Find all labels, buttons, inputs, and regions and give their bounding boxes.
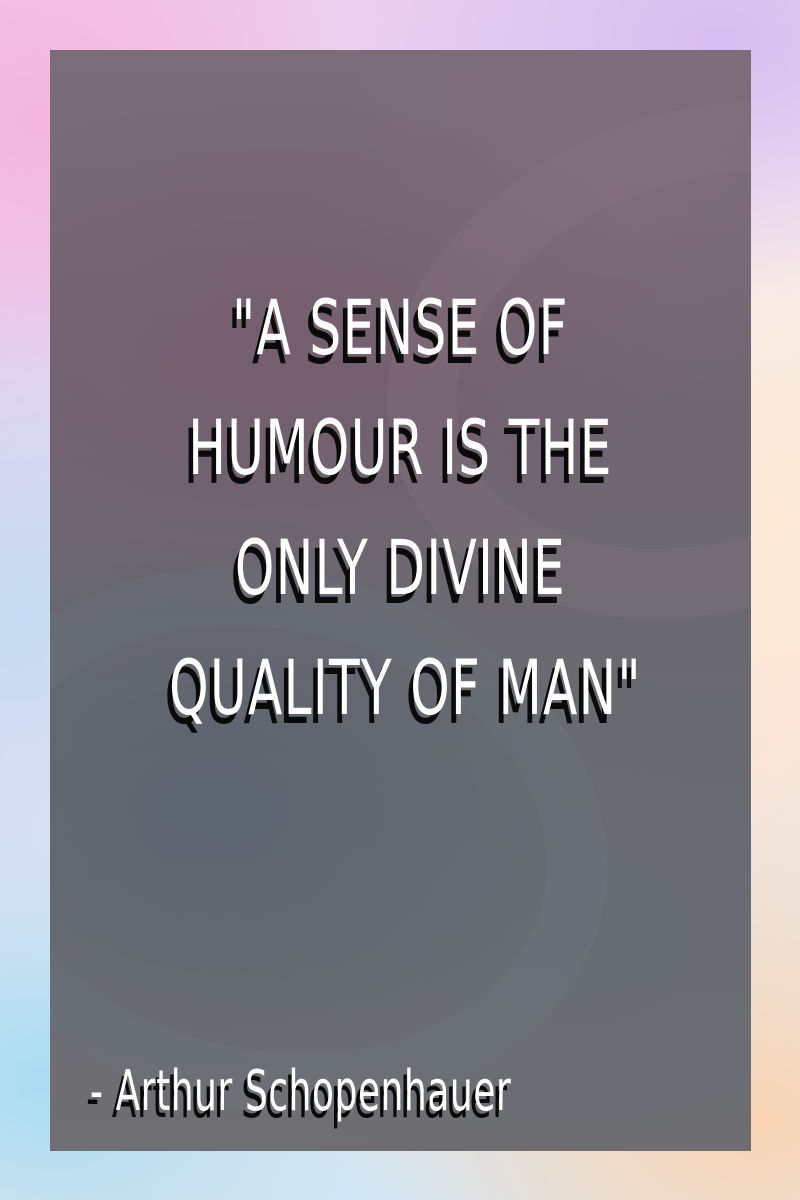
quote-line: ONLY DIVINE [234, 523, 567, 612]
quote-author: - Arthur Schopenhauer [90, 1059, 512, 1124]
quote-card [50, 50, 751, 1151]
quote-line: QUALITY OF MAN" [169, 643, 642, 732]
quote-line: HUMOUR IS THE [188, 403, 613, 492]
quote-line: "A SENSE OF [232, 283, 569, 372]
quote-text [169, 268, 642, 748]
